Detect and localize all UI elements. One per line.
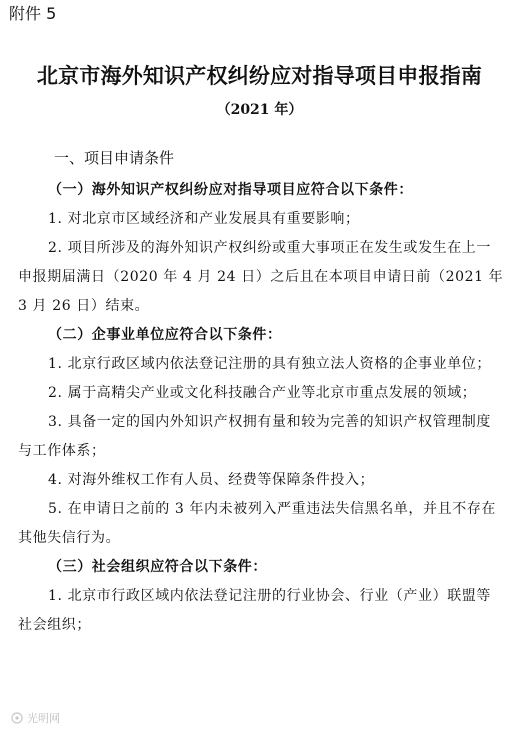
document-subtitle: （2021 年） (216, 102, 303, 118)
attachment-label: 附件 5 (9, 4, 57, 23)
paragraph: 4. 对海外维权工作有人员、经费等保障条件投入； (48, 472, 375, 488)
paragraph: 3. 具备一定的国内外知识产权拥有量和较为完善的知识产权管理制度与工作体系； (18, 414, 492, 459)
paragraph: 2. 项目所涉及的海外知识产权纠纷或重大事项正在发生或发生在上一申报期届满日（2020 年 4 月 24 日）之后且在本项目申请日前（2021 年 3 月 26 日）结束。 (18, 240, 504, 314)
paragraph: 1. 北京行政区域内依法登记注册的具有独立法人资格的企事业单位； (48, 356, 492, 372)
subsection-heading-3: （三）社会组织应符合以下条件： (48, 559, 267, 575)
document-body (18, 176, 505, 640)
paragraph: 1. 对北京市区域经济和产业发展具有重要影响； (48, 211, 360, 227)
watermark (10, 710, 60, 726)
document-title: 北京市海外知识产权纠纷应对指导项目申报指南 (36, 63, 483, 88)
subsection-heading-2: （二）企事业单位应符合以下条件： (48, 327, 282, 343)
paragraph: 2. 属于高精尖产业或文化科技融合产业等北京市重点发展的领域； (48, 385, 477, 401)
watermark-logo-icon (10, 712, 24, 724)
subsection-heading-1: （一）海外知识产权纠纷应对指导项目应符合以下条件： (48, 182, 413, 198)
watermark-text: 光明网 (27, 712, 60, 725)
paragraph: 1. 北京市行政区域内依法登记注册的行业协会、行业（产业）联盟等社会组织； (18, 588, 492, 633)
section-heading-application-conditions: 一、项目申请条件 (54, 149, 175, 167)
paragraph: 5. 在申请日之前的 3 年内未被列入严重违法失信黑名单，并且不存在其他失信行为。 (18, 501, 497, 546)
